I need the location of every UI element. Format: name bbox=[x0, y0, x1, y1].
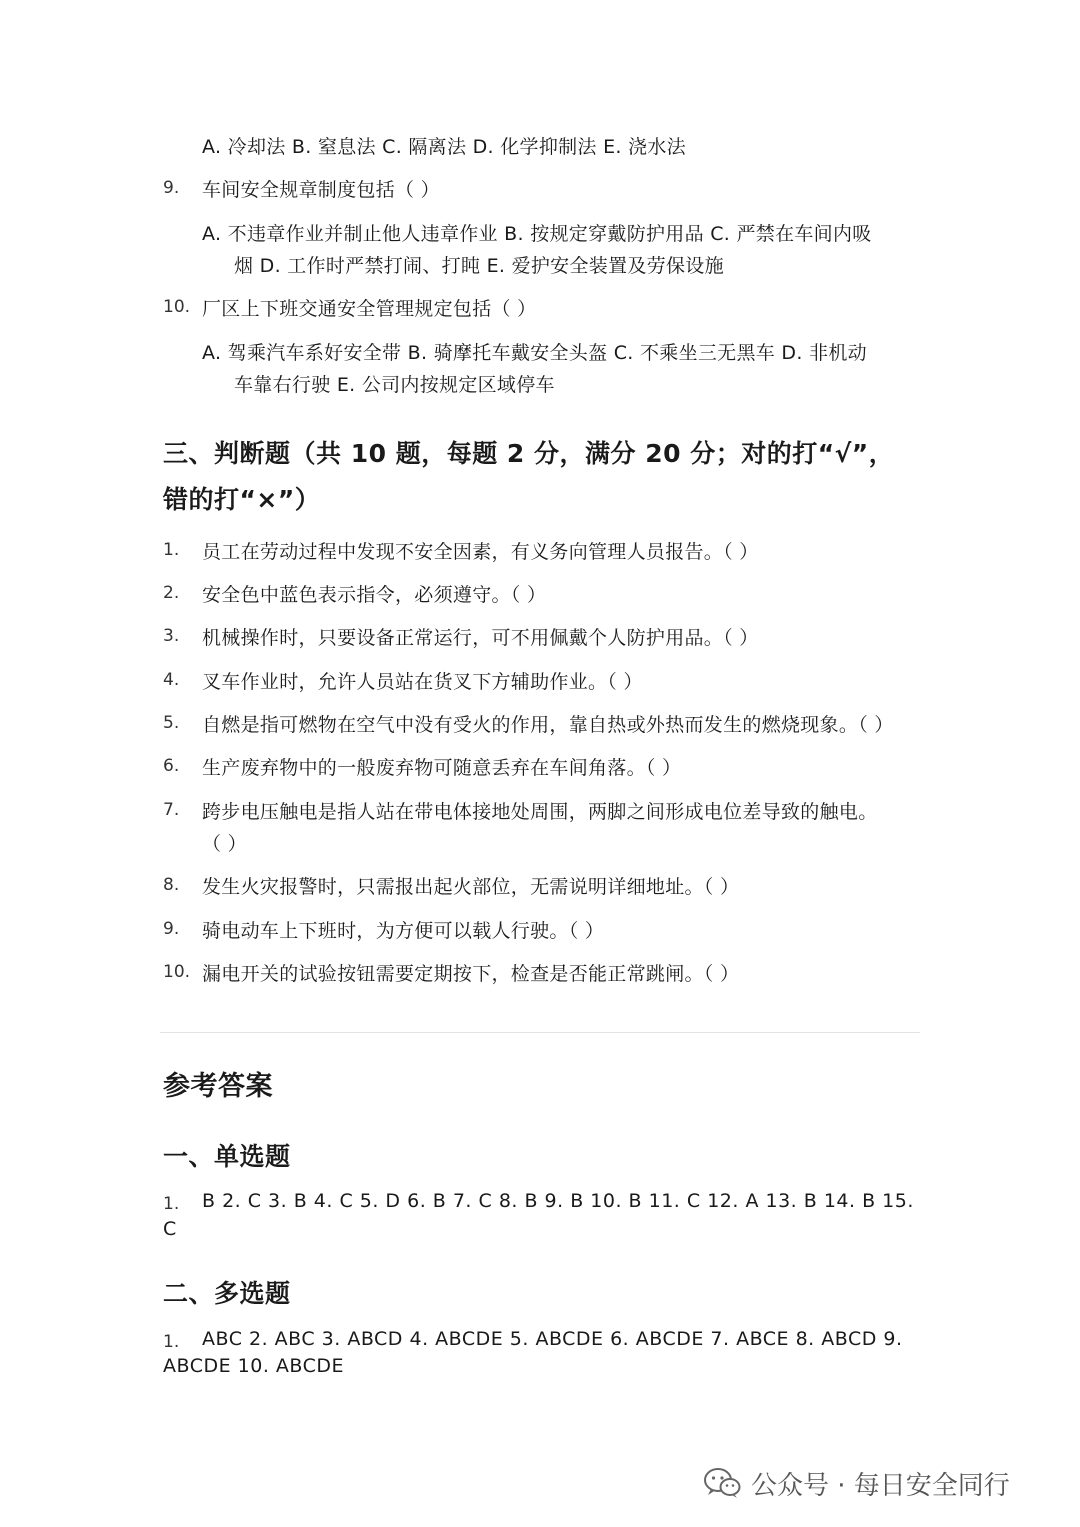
judge-section-heading-line2: 错的打“×”） bbox=[163, 485, 321, 514]
judge-item-6-text: 生产废弃物中的一般废弃物可随意丢弃在车间角落。（ ） bbox=[202, 757, 682, 779]
q10-number: 10. bbox=[163, 297, 191, 317]
judge-item-7-number: 7. bbox=[163, 800, 180, 820]
wechat-icon bbox=[703, 1467, 741, 1499]
judge-item-2-number: 2. bbox=[163, 583, 180, 603]
answers-single-line1: B 2. C 3. B 4. C 5. D 6. B 7. C 8. B 9. B 10. B 11. C 12. A 13. B 14. B 15. bbox=[202, 1190, 914, 1212]
answers-single-line2: C bbox=[163, 1218, 177, 1240]
judge-item-7-text-continued: （ ） bbox=[202, 833, 247, 855]
answers-single-number: 1. bbox=[163, 1194, 180, 1214]
judge-item-9-number: 9. bbox=[163, 919, 180, 939]
answers-multi-line2: ABCDE 10. ABCDE bbox=[163, 1355, 344, 1377]
q10-options-line2: 车靠右行驶 E. 公司内按规定区域停车 bbox=[234, 374, 555, 396]
answers-multi-line1: ABC 2. ABC 3. ABCD 4. ABCDE 5. ABCDE 6. ABCDE 7. ABCE 8. ABCD 9. bbox=[202, 1328, 903, 1350]
judge-item-10-text: 漏电开关的试验按钮需要定期按下，检查是否能正常跳闸。（ ） bbox=[202, 963, 740, 985]
q10-options-line1: A. 驾乘汽车系好安全带 B. 骑摩托车戴安全头盔 C. 不乘坐三无黑车 D. 非机动 bbox=[202, 342, 867, 364]
answers-multi-heading: 二、多选题 bbox=[163, 1279, 291, 1308]
judge-item-3-text: 机械操作时，只要设备正常运行，可不用佩戴个人防护用品。（ ） bbox=[202, 627, 759, 649]
judge-item-5-number: 5. bbox=[163, 713, 180, 733]
judge-item-6-number: 6. bbox=[163, 756, 180, 776]
judge-item-3-number: 3. bbox=[163, 626, 180, 646]
answers-title: 参考答案 bbox=[163, 1071, 273, 1102]
judge-item-1-text: 员工在劳动过程中发现不安全因素，有义务向管理人员报告。（ ） bbox=[202, 541, 759, 563]
judge-item-5-text: 自燃是指可燃物在空气中没有受火的作用，靠自热或外热而发生的燃烧现象。（ ） bbox=[202, 714, 894, 736]
section-divider bbox=[160, 1032, 920, 1033]
q9-text: 车间安全规章制度包括（ ） bbox=[202, 179, 440, 201]
q9-options-line2: 烟 D. 工作时严禁打闹、打盹 E. 爱护安全装置及劳保设施 bbox=[234, 255, 724, 277]
judge-item-9-text: 骑电动车上下班时，为方便可以载人行驶。（ ） bbox=[202, 920, 605, 942]
judge-item-1-number: 1. bbox=[163, 540, 180, 560]
q9-number: 9. bbox=[163, 178, 180, 198]
q10-text: 厂区上下班交通安全管理规定包括（ ） bbox=[202, 298, 537, 320]
judge-item-4-text: 叉车作业时，允许人员站在货叉下方辅助作业。（ ） bbox=[202, 671, 643, 693]
judge-item-2-text: 安全色中蓝色表示指令，必须遵守。（ ） bbox=[202, 584, 547, 606]
answers-multi-number: 1. bbox=[163, 1332, 180, 1352]
answers-single-heading: 一、单选题 bbox=[163, 1142, 291, 1171]
watermark bbox=[703, 1460, 1010, 1506]
q9-options-line1: A. 不违章作业并制止他人违章作业 B. 按规定穿戴防护用品 C. 严禁在车间内吸 bbox=[202, 223, 872, 245]
judge-item-4-number: 4. bbox=[163, 670, 180, 690]
judge-section-heading-line1: 三、判断题（共 10 题，每题 2 分，满分 20 分；对的打“√”， bbox=[163, 439, 895, 468]
q8-options: A. 冷却法 B. 窒息法 C. 隔离法 D. 化学抑制法 E. 浇水法 bbox=[202, 136, 686, 158]
judge-item-8-number: 8. bbox=[163, 875, 180, 895]
watermark-text: 公众号 · 每日安全同行 bbox=[751, 1470, 1010, 1501]
judge-item-7-text: 跨步电压触电是指人站在带电体接地处周围，两脚之间形成电位差导致的触电。 bbox=[202, 801, 878, 823]
judge-item-8-text: 发生火灾报警时，只需报出起火部位，无需说明详细地址。（ ） bbox=[202, 876, 740, 898]
judge-item-10-number: 10. bbox=[163, 962, 191, 982]
